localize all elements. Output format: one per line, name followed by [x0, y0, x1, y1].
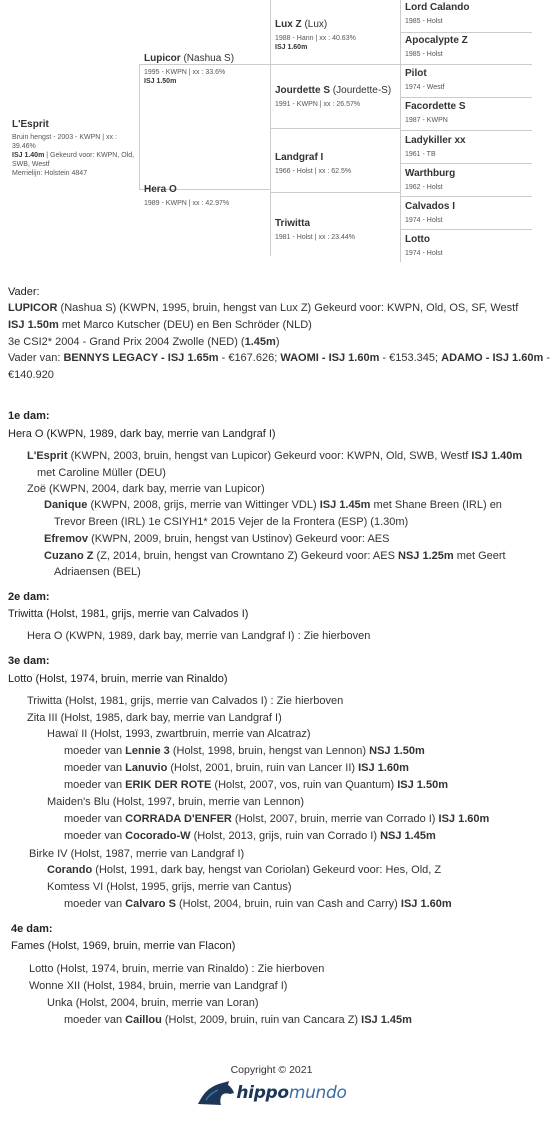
horse-name[interactable]: Triwitta — [275, 218, 311, 229]
offspring-info: (Holst, 2004, bruin, ruin van Cash and Carry) — [175, 898, 401, 910]
horse-name[interactable]: Jourdette S — [275, 85, 331, 96]
connector — [270, 0, 271, 64]
offspring-result: ISJ 1.40m — [471, 450, 523, 462]
connector — [400, 130, 532, 131]
offspring-row — [64, 813, 489, 825]
offspring-name[interactable]: Cuzano Z — [44, 550, 94, 562]
offspring-info: (Holst, 2013, grijs, ruin van Corrado I) — [190, 830, 381, 842]
offspring-info: (Holst, 1991, dark bay, hengst van Coriolan) Gekeurd voor: Hes, Old, Z — [92, 864, 442, 876]
sire-result: 1.45m — [244, 336, 276, 348]
section-title: 2e dam: — [8, 591, 50, 603]
connector — [400, 0, 401, 262]
logo-text-hippo: hippo — [236, 1083, 289, 1103]
offspring-name[interactable]: ADAMO — [441, 352, 483, 364]
copyright-text: Copyright © 2021 — [230, 1064, 313, 1076]
offspring-row — [64, 762, 409, 774]
pedigree-dd[interactable] — [275, 218, 399, 242]
offspring-info: Unka (Holst, 2004, bruin, merrie van Loran) — [47, 997, 259, 1009]
horse-meta: SWB, Westf — [12, 161, 50, 168]
connector — [400, 163, 532, 164]
connector — [270, 192, 400, 193]
hippomundo-logo[interactable] — [0, 1080, 543, 1106]
connector — [400, 196, 532, 197]
offspring-info: Hawaï II (Holst, 1993, zwartbruin, merrie van Alcatraz) — [47, 728, 311, 740]
horse-name[interactable]: Hera O — [144, 184, 177, 195]
section-title: 3e dam: — [8, 655, 50, 667]
horse-meta: 1988 - Hann | xx : 40.63% — [275, 35, 356, 42]
horse-meta: 1974 - Holst — [405, 250, 443, 257]
offspring-result: - ISJ 1.60m — [482, 352, 544, 364]
offspring-row: met Caroline Müller (DEU) — [37, 467, 166, 479]
offspring-name[interactable]: CORRADA D'ENFER — [125, 813, 232, 825]
offspring-row: Adriaensen (BEL) — [54, 566, 141, 578]
horse-result: ISJ 1.60m — [275, 44, 308, 51]
connector — [400, 32, 532, 33]
offspring-info: (Holst, 2007, bruin, merrie van Corrado I) — [231, 813, 439, 825]
offspring-row — [27, 695, 343, 707]
horse-name[interactable]: Lord Calando — [405, 2, 470, 13]
connector — [139, 64, 140, 189]
pedigree-tree — [0, 0, 543, 270]
offspring-name[interactable]: Caillou — [125, 1014, 162, 1026]
offspring-row — [47, 796, 304, 808]
horse-meta: 1962 - Holst — [405, 184, 443, 191]
offspring-result: - ISJ 1.65m — [158, 352, 219, 364]
offspring-info: (KWPN, 2003, bruin, hengst van Lupicor) Gekeurd voor: KWPN, Old, SWB, Westf — [67, 450, 472, 462]
offspring-info: moeder van — [64, 779, 126, 791]
vader-line — [8, 352, 550, 364]
offspring-info: (Holst, 2009, bruin, ruin van Cancara Z) — [161, 1014, 362, 1026]
sire-info: (Nashua S) (KWPN, 1995, bruin, hengst van Lux Z) Gekeurd voor: KWPN, Old, OS, SF, Westf — [57, 302, 519, 314]
dam-main: Lotto (Holst, 1974, bruin, merrie van Rinaldo) — [8, 673, 228, 685]
vader-line — [8, 319, 312, 331]
horse-meta: 1974 - Westf — [405, 84, 445, 91]
offspring-result: - ISJ 1.60m — [318, 352, 380, 364]
offspring-info: Maiden's Blu (Holst, 1997, bruin, merrie van Lennon) — [47, 796, 305, 808]
horse-name[interactable]: Facordette S — [405, 101, 466, 112]
offspring-info: Birke IV (Holst, 1987, merrie van Landgraf I) — [29, 848, 245, 860]
offspring-name[interactable]: BENNYS LEGACY — [63, 352, 158, 364]
sire-info: met Marco Kutscher (DEU) en Ben Schröder (NLD) — [58, 319, 312, 331]
dam-main: Fames (Holst, 1969, bruin, merrie van Flacon) — [11, 940, 236, 952]
offspring-row — [64, 1014, 412, 1026]
footer — [0, 1064, 543, 1106]
vader-line — [8, 302, 518, 314]
horse-meta: 1989 - KWPN | xx : 42.97% — [144, 200, 230, 207]
offspring-row: Hera O (KWPN, 1989, dark bay, merrie van Landgraf I) : Zie hierboven — [27, 630, 371, 642]
pedigree-ggp[interactable] — [405, 35, 468, 59]
offspring-row — [44, 550, 506, 562]
offspring-row — [44, 533, 389, 545]
vader-line — [8, 336, 279, 348]
offspring-row — [27, 450, 522, 462]
pedigree-root[interactable] — [12, 119, 137, 178]
offspring-result: ISJ 1.45m — [361, 1014, 412, 1026]
offspring-result: ISJ 1.60m — [358, 762, 409, 774]
offspring-row — [64, 745, 425, 757]
offspring-result: ISJ 1.60m — [438, 813, 490, 825]
offspring-earnings: - — [543, 352, 550, 364]
offspring-earnings: - €167.626; — [218, 352, 281, 364]
offspring-result: ISJ 1.45m — [319, 499, 371, 511]
pedigree-ggp[interactable] — [405, 135, 466, 159]
dam-main: Hera O (KWPN, 1989, dark bay, merrie van Landgraf I) — [8, 428, 276, 440]
connector — [270, 128, 400, 129]
offspring-earnings: - €153.345; — [379, 352, 442, 364]
pedigree-ss[interactable] — [275, 19, 399, 52]
pedigree-ggp[interactable] — [405, 234, 443, 258]
horse-meta: Bruin hengst - 2003 - KWPN | xx : — [12, 134, 117, 141]
horse-name[interactable]: Lux Z — [275, 19, 302, 30]
offspring-row — [64, 779, 448, 791]
horse-name[interactable]: Lotto — [405, 234, 430, 245]
offspring-name[interactable]: Calvaro S — [125, 898, 176, 910]
offspring-info: moeder van — [64, 898, 126, 910]
offspring-row — [64, 898, 452, 910]
connector — [400, 97, 532, 98]
offspring-result: NSJ 1.50m — [369, 745, 425, 757]
horse-meta: 1985 - Holst — [405, 51, 443, 58]
offspring-row — [47, 864, 441, 876]
pedigree-ds[interactable] — [275, 152, 399, 176]
horse-result: ISJ 1.50m — [144, 78, 177, 85]
section-title: 1e dam: — [8, 410, 50, 422]
offspring-row — [47, 881, 292, 893]
offspring-info: Triwitta (Holst, 1981, grijs, merrie van Calvados I) : Zie hierboven — [27, 695, 344, 707]
horse-meta: 1961 - TB — [405, 151, 436, 158]
pedigree-sd[interactable] — [275, 85, 399, 109]
offspring-info: (KWPN, 2009, bruin, hengst van Ustinov) Gekeurd voor: AES — [88, 533, 390, 545]
horse-alt-name: (Jourdette-S) — [332, 85, 392, 96]
offspring-row: Trevor Breen (IRL) 1e CSIYH1* 2015 Vejer de la Frontera (ESP) (1.30m) — [54, 516, 409, 528]
offspring-info: Komtess VI (Holst, 1995, grijs, merrie van Cantus) — [47, 881, 292, 893]
pedigree-ggp[interactable] — [405, 101, 466, 125]
offspring-name[interactable]: WAOMI — [280, 352, 319, 364]
connector — [270, 64, 271, 128]
horse-name[interactable]: Apocalypte Z — [405, 35, 468, 46]
sire-result: ISJ 1.50m — [8, 319, 59, 331]
offspring-row — [64, 830, 436, 842]
offspring-result: ISJ 1.60m — [400, 898, 452, 910]
horse-meta: 1991 - KWPN | xx : 26.57% — [275, 101, 361, 108]
section-title: 4e dam: — [11, 923, 53, 935]
pedigree-ggp[interactable] — [405, 2, 469, 26]
horse-alt-name: (Lux) — [304, 19, 328, 30]
offspring-row — [44, 499, 502, 511]
pedigree-ggp[interactable] — [405, 68, 445, 92]
offspring-row — [29, 848, 244, 860]
sire-info: Vader van: — [8, 352, 64, 364]
horse-alt-name: (Nashua S) — [183, 53, 235, 64]
offspring-info: moeder van — [64, 813, 126, 825]
offspring-name[interactable]: L'Esprit — [27, 450, 68, 462]
horse-meta: 1981 - Holst | xx : 23.44% — [275, 234, 356, 241]
offspring-name[interactable]: Cocorado-W — [125, 830, 191, 842]
connector — [400, 229, 532, 230]
pedigree-ggp[interactable] — [405, 201, 455, 225]
vader-label: Vader: — [8, 286, 40, 298]
horse-meta: Merrielijn: Holstein 4847 — [12, 170, 88, 177]
horse-name[interactable]: Pilot — [405, 68, 427, 79]
offspring-name[interactable]: Efremov — [44, 533, 89, 545]
sire-name[interactable]: LUPICOR — [8, 302, 58, 314]
horse-name[interactable]: Ladykiller xx — [405, 135, 466, 146]
offspring-info: moeder van — [64, 830, 126, 842]
connector — [270, 64, 400, 65]
horse-head-icon — [196, 1080, 236, 1106]
pedigree-sire[interactable] — [144, 53, 269, 86]
connector — [400, 64, 532, 65]
horse-name[interactable]: Lupicor — [144, 53, 181, 64]
offspring-info: met Geert — [453, 550, 506, 562]
offspring-info: moeder van — [64, 1014, 126, 1026]
offspring-name[interactable]: Lanuvio — [125, 762, 168, 774]
horse-meta: 1995 - KWPN | xx : 33.6% — [144, 69, 226, 76]
offspring-name[interactable]: Corando — [47, 864, 93, 876]
offspring-name[interactable]: Lennie 3 — [125, 745, 170, 757]
offspring-info: moeder van — [64, 762, 126, 774]
offspring-info: (Z, 2014, bruin, hengst van Crowntano Z) Gekeurd voor: AES — [93, 550, 398, 562]
offspring-row — [27, 712, 282, 724]
offspring-info: met Shane Breen (IRL) en — [370, 499, 502, 511]
sire-info: 3e CSI2* 2004 - Grand Prix 2004 Zwolle (NED) ( — [8, 336, 245, 348]
offspring-info: Lotto (Holst, 1974, bruin, merrie van Rinaldo) : Zie hierboven — [29, 963, 325, 975]
horse-name[interactable]: Warthburg — [405, 168, 456, 179]
horse-name[interactable]: Calvados I — [405, 201, 456, 212]
offspring-info: Wonne XII (Holst, 1984, bruin, merrie van Landgraf I) — [29, 980, 288, 992]
horse-result: ISJ 1.40m — [12, 152, 45, 159]
offspring-name[interactable]: Danique — [44, 499, 88, 511]
offspring-row — [47, 997, 259, 1009]
offspring-info: (Holst, 2007, vos, ruin van Quantum) — [211, 779, 398, 791]
horse-name[interactable]: Landgraf I — [275, 152, 324, 163]
offspring-row: Zoë (KWPN, 2004, dark bay, merrie van Lupicor) — [27, 483, 265, 495]
pedigree-dam[interactable] — [144, 184, 269, 208]
logo-text-mundo: mundo — [288, 1083, 347, 1103]
offspring-row — [47, 728, 310, 740]
offspring-info: moeder van — [64, 745, 126, 757]
dam-main: Triwitta (Holst, 1981, grijs, merrie van Calvados I) — [8, 608, 249, 620]
offspring-info: (KWPN, 2008, grijs, merrie van Wittinger VDL) — [87, 499, 320, 511]
offspring-info: Zita III (Holst, 1985, dark bay, merrie van Landgraf I) — [27, 712, 282, 724]
horse-meta: | Gekeurd voor: KWPN, Old, — [44, 152, 135, 159]
horse-meta: 1974 - Holst — [405, 217, 443, 224]
horse-meta: 1985 - Holst — [405, 18, 443, 25]
vader-line: €140.920 — [8, 369, 54, 381]
horse-meta: 1966 - Holst | xx : 62.5% — [275, 168, 352, 175]
offspring-info: (Holst, 1998, bruin, hengst van Lennon) — [169, 745, 370, 757]
offspring-result: ISJ 1.50m — [397, 779, 448, 791]
offspring-name[interactable]: ERIK DER ROTE — [125, 779, 212, 791]
horse-meta: 39.46% — [12, 143, 36, 150]
offspring-info: (Holst, 2001, bruin, ruin van Lancer II) — [167, 762, 359, 774]
horse-name[interactable]: L'Esprit — [12, 119, 49, 130]
offspring-result: NSJ 1.45m — [380, 830, 436, 842]
horse-meta: 1987 - KWPN — [405, 117, 448, 124]
offspring-row — [29, 980, 287, 992]
offspring-result: NSJ 1.25m — [398, 550, 454, 562]
sire-info: ) — [275, 336, 280, 348]
pedigree-ggp[interactable] — [405, 168, 455, 192]
offspring-row — [29, 963, 324, 975]
